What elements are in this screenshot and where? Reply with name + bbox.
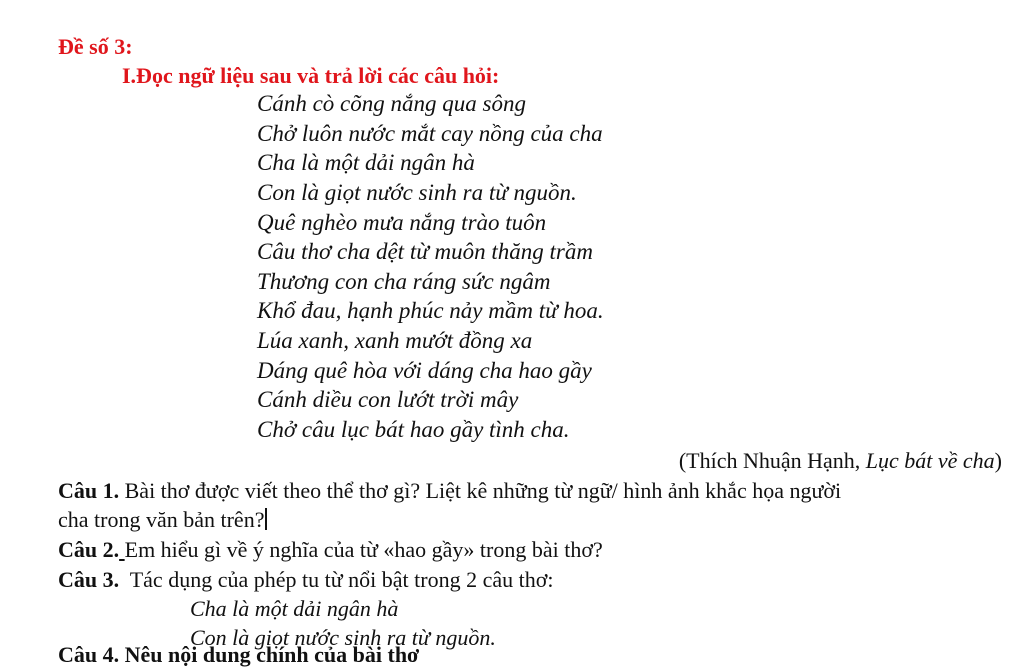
poem-line: Cha là một dải ngân hà bbox=[257, 150, 475, 175]
poem-line: Lúa xanh, xanh mướt đồng xa bbox=[257, 328, 533, 353]
question-1-continued[interactable] bbox=[58, 507, 267, 533]
poem-line: Cánh diều con lướt trời mây bbox=[257, 387, 519, 412]
question-3-label: Câu 3. bbox=[58, 567, 120, 592]
poem-source bbox=[679, 448, 1002, 474]
question-3 bbox=[58, 567, 553, 593]
question-1-text: Bài thơ được viết theo thể thơ gì? Liệt kê những từ ngữ/ hình ảnh khắc họa người bbox=[119, 478, 842, 503]
poem-line: Thương con cha ráng sức ngâm bbox=[257, 269, 551, 294]
poem-line: Quê nghèo mưa nắng trào tuôn bbox=[257, 210, 547, 235]
poem-line: Câu thơ cha dệt từ muôn thăng trầm bbox=[257, 239, 593, 264]
question-1-text-cont: cha trong văn bản trên? bbox=[58, 507, 265, 532]
poem-line: Khổ đau, hạnh phúc nảy mầm từ hoa. bbox=[257, 298, 604, 323]
poem-line: Cánh cò cõng nắng qua sông bbox=[257, 91, 526, 116]
poem-line: Dáng quê hòa với dáng cha hao gầy bbox=[257, 358, 592, 383]
source-suffix: ) bbox=[994, 448, 1002, 473]
poem-line: Chở câu lục bát hao gầy tình cha. bbox=[257, 417, 570, 442]
poem-line: Chở luôn nước mắt cay nồng của cha bbox=[257, 121, 603, 146]
question-2 bbox=[58, 537, 603, 563]
source-author: (Thích Nhuận Hạnh, bbox=[678, 448, 866, 473]
question-3-text: Tác dụng của phép tu từ nổi bật trong 2 câu thơ: bbox=[119, 567, 554, 592]
text-cursor bbox=[265, 508, 267, 530]
question-2-label: Câu 2. bbox=[58, 537, 120, 562]
question-2-text: Em hiểu gì về ý nghĩa của từ «hao gầy» trong bài thơ? bbox=[124, 537, 603, 562]
question-3-quote-line: Con là giọt nước sinh ra từ nguồn. bbox=[190, 625, 496, 650]
question-4-partial bbox=[58, 642, 478, 667]
question-3-quote-line: Cha là một dải ngân hà bbox=[190, 596, 399, 621]
question-4-partial-text: Câu 4. Nêu nội dung chính của bài thơ bbox=[58, 642, 420, 667]
exam-title: Đề số 3: bbox=[58, 34, 133, 59]
section-heading: I.Đọc ngữ liệu sau và trả lời các câu hỏi: bbox=[122, 63, 500, 88]
poem-line: Con là giọt nước sinh ra từ nguồn. bbox=[257, 180, 577, 205]
question-1 bbox=[58, 478, 841, 504]
source-work-title: Lục bát về cha bbox=[865, 448, 995, 473]
question-1-label: Câu 1. bbox=[58, 478, 120, 503]
